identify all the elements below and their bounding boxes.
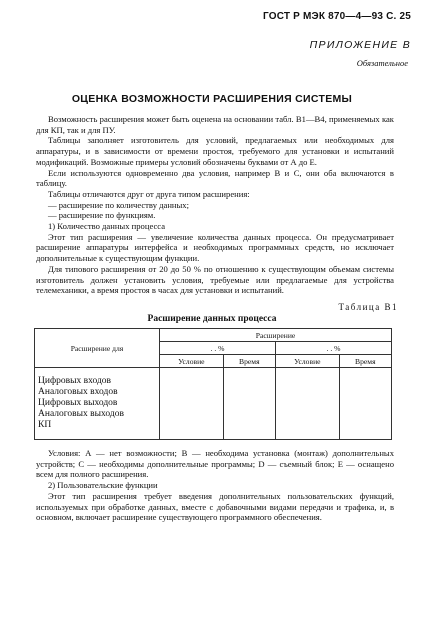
paragraph: Этот тип расширения — увеличение количества данных процесса. Он предусматривает расширение аппаратуры интерфейса и необходимых программных средств, но исключает дополнительные к существующим функции. — [36, 231, 394, 264]
table-number: Таблица В1 — [338, 302, 398, 312]
expansion-table — [34, 328, 392, 440]
table-row-label: КП — [38, 420, 52, 430]
percent-header-a: . . % — [160, 342, 276, 355]
list-item: — расширение по количеству данных; — [48, 199, 189, 210]
table-row-label: Аналоговых выходов — [38, 409, 124, 419]
appendix-subtitle: Обязательное — [356, 58, 408, 68]
section-title: ОЦЕНКА ВОЗМОЖНОСТИ РАСШИРЕНИЯ СИСТЕМЫ — [71, 93, 353, 105]
paragraph: Условия: А — нет возможности; В — необходима установка (монтаж) дополнительных устройств; С — необходимы дополнительные программы; D — съемный блок; Е — оснащено всем для полного расширения. — [36, 448, 394, 480]
table-cell — [275, 368, 339, 440]
body-text — [36, 114, 394, 296]
paragraph: Этот тип расширения требует введения дополнительных пользовательских функций, используемых при обработке данных, вместе с добавочными видами передачи и трафика, и, в основном, включает расширение существующего программного обеспечения. — [36, 490, 394, 523]
page-header: ГОСТ Р МЭК 870—4—93 С. 25 — [263, 11, 411, 22]
table-row-label: Цифровых выходов — [38, 398, 118, 408]
paragraph: Таблицы заполняет изготовитель для условий, предлагаемых или необходимых для аппаратуры, и в зависимости от времени простоя, требуемого для установки и испытаний модификаций. Возможные примеры условий обозначены буквами от А до Е. — [36, 135, 394, 167]
table-cell — [223, 368, 275, 440]
list-item: — расширение по функциям. — [48, 210, 156, 221]
table-cell — [160, 368, 224, 440]
sub-column-header: Время — [339, 355, 391, 368]
sub-column-header: Условие — [275, 355, 339, 368]
column-group-header: Расширение — [160, 329, 392, 342]
subheading: 1) Количество данных процесса — [48, 221, 166, 232]
sub-column-header: Условие — [160, 355, 224, 368]
table-row-label: Аналоговых входов — [38, 387, 118, 397]
row-labels-cell — [35, 368, 160, 440]
subheading: 2) Пользовательские функции — [48, 480, 158, 491]
paragraph: Возможность расширения может быть оценена на основании табл. В1—В4, применяемых как для КП, так и для ПУ. — [36, 114, 394, 135]
paragraph: Для типового расширения от 20 до 50 % по отношению к существующим объемам системы изготовитель должен установить условия, требуемые или предлагаемые для устройства телемеханики, а время простоя в часах для установки и испытаний. — [36, 263, 394, 296]
table-row-label: Цифровых входов — [38, 376, 112, 386]
sub-column-header: Время — [223, 355, 275, 368]
row-header-cell — [35, 329, 160, 368]
table-cell — [339, 368, 391, 440]
table-title: Расширение данных процесса — [147, 314, 277, 324]
paragraph: Если используются одновременно два условия, например В и С, они оба включаются в таблицу. — [36, 167, 394, 189]
percent-header-b: . . % — [275, 342, 391, 355]
after-table-text — [36, 448, 394, 523]
appendix-title: ПРИЛОЖЕНИЕ В — [309, 39, 411, 51]
paragraph: Таблицы отличаются друг от друга типом расширения: — [48, 188, 250, 199]
row-header: Расширение для — [70, 343, 124, 353]
